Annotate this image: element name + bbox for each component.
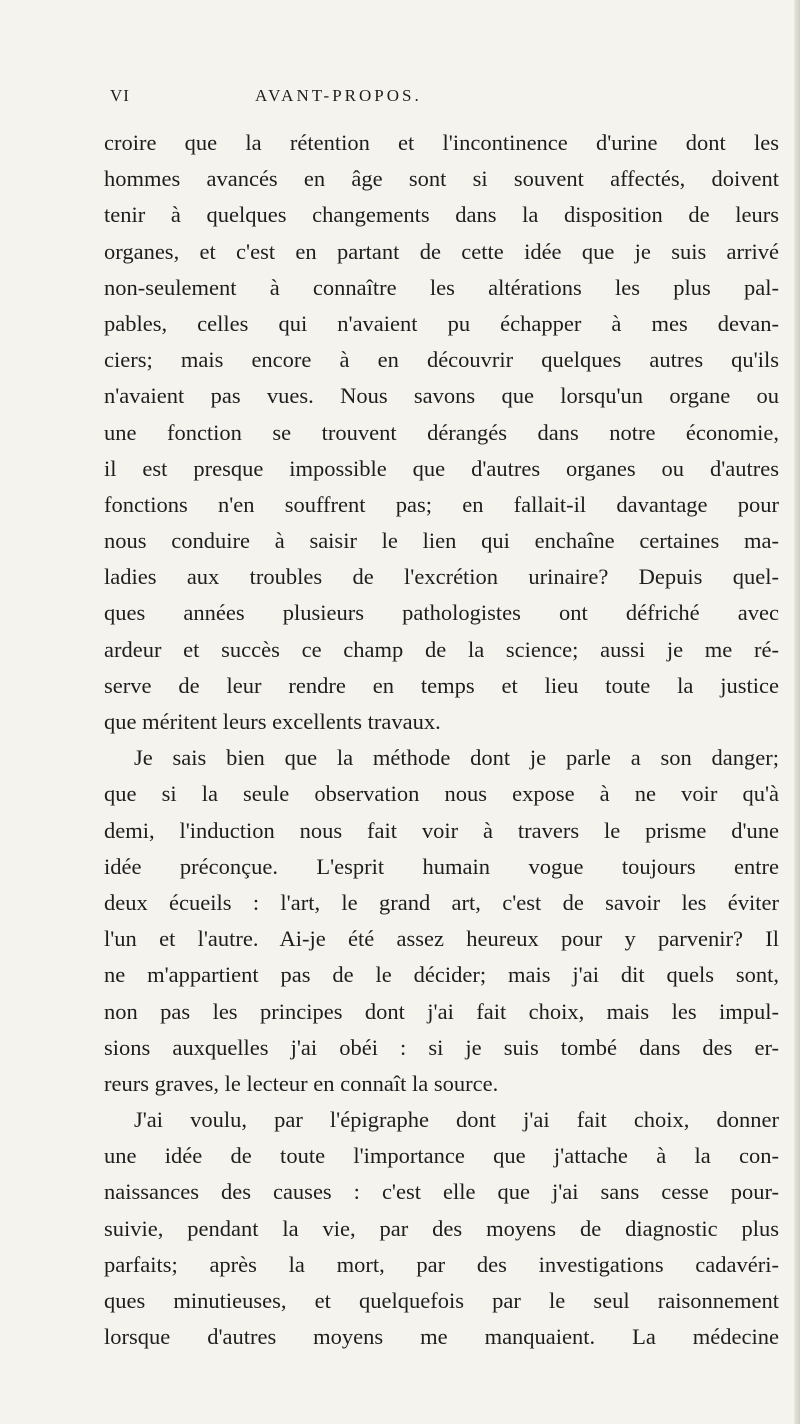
text-line: idée préconçue. L'esprit humain vogue toujours entre: [104, 853, 779, 879]
text-line: ques minutieuses, et quelquefois par le seul raisonnement: [104, 1288, 779, 1313]
text-line: fonctions n'en souffrent pas; en fallait-il davantage pour: [104, 491, 779, 517]
text-line: il est presque impossible que d'autres organes ou d'autres: [104, 455, 779, 481]
text-line: que si la seule observation nous expose à ne voir qu'à: [104, 781, 779, 807]
text-line: sions auxquelles j'ai obéi : si je suis tombé dans des er-: [104, 1034, 779, 1060]
text-line: pables, celles qui n'avaient pu échapper à mes devan-: [104, 310, 779, 336]
text-line: une fonction se trouvent dérangés dans notre économie,: [104, 419, 779, 445]
text-line: nous conduire à saisir le lien qui enchaîne certaines ma-: [104, 528, 779, 554]
text-line: Je sais bien que la méthode dont je parle a son danger;: [134, 745, 779, 771]
text-line: J'ai voulu, par l'épigraphe dont j'ai fait choix, donner: [134, 1107, 779, 1133]
text-line: hommes avancés en âge sont si souvent affectés, doivent: [104, 166, 779, 192]
text-line: lorsque d'autres moyens me manquaient. La médecine: [104, 1324, 779, 1350]
page-number: VI: [110, 86, 130, 105]
text-line: ardeur et succès ce champ de la science; aussi je me ré-: [104, 636, 779, 662]
text-line: organes, et c'est en partant de cette idée que je suis arrivé: [104, 238, 779, 264]
text-line: non pas les principes dont j'ai fait choix, mais les impul-: [104, 998, 779, 1024]
text-line: que méritent leurs excellents travaux.: [104, 709, 441, 734]
text-line: n'avaient pas vues. Nous savons que lorsqu'un organe ou: [104, 383, 779, 409]
text-line: demi, l'induction nous fait voir à travers le prisme d'une: [104, 817, 779, 843]
page-edge-shadow: [794, 0, 800, 1424]
text-line: ques années plusieurs pathologistes ont défriché avec: [104, 600, 779, 626]
text-line: ne m'appartient pas de le décider; mais j'ai dit quels sont,: [104, 962, 779, 988]
text-line: serve de leur rendre en temps et lieu toute la justice: [104, 672, 779, 698]
text-line: parfaits; après la mort, par des investigations cadavéri-: [104, 1251, 779, 1277]
text-line: ladies aux troubles de l'excrétion urinaire? Depuis quel-: [104, 564, 779, 590]
text-line: reurs graves, le lecteur en connaît la source.: [104, 1070, 499, 1096]
text-line: non-seulement à connaître les altérations les plus pal-: [104, 274, 779, 300]
text-line: deux écueils : l'art, le grand art, c'est de savoir les éviter: [104, 889, 779, 915]
text-line: une idée de toute l'importance que j'attache à la con-: [104, 1143, 779, 1169]
text-line: suivie, pendant la vie, par des moyens de diagnostic plus: [104, 1215, 779, 1241]
text-line: ciers; mais encore à en découvrir quelques autres qu'ils: [104, 347, 779, 373]
text-line: l'un et l'autre. Ai-je été assez heureux pour y parvenir? Il: [104, 926, 779, 952]
running-title: AVANT-PROPOS.: [255, 86, 422, 105]
body-text: [104, 125, 779, 1355]
page-header: [110, 86, 800, 108]
text-line: tenir à quelques changements dans la disposition de leurs: [104, 202, 779, 228]
text-line: croire que la rétention et l'incontinence d'urine dont les: [104, 130, 779, 155]
text-line: naissances des causes : c'est elle que j'ai sans cesse pour-: [104, 1179, 779, 1205]
